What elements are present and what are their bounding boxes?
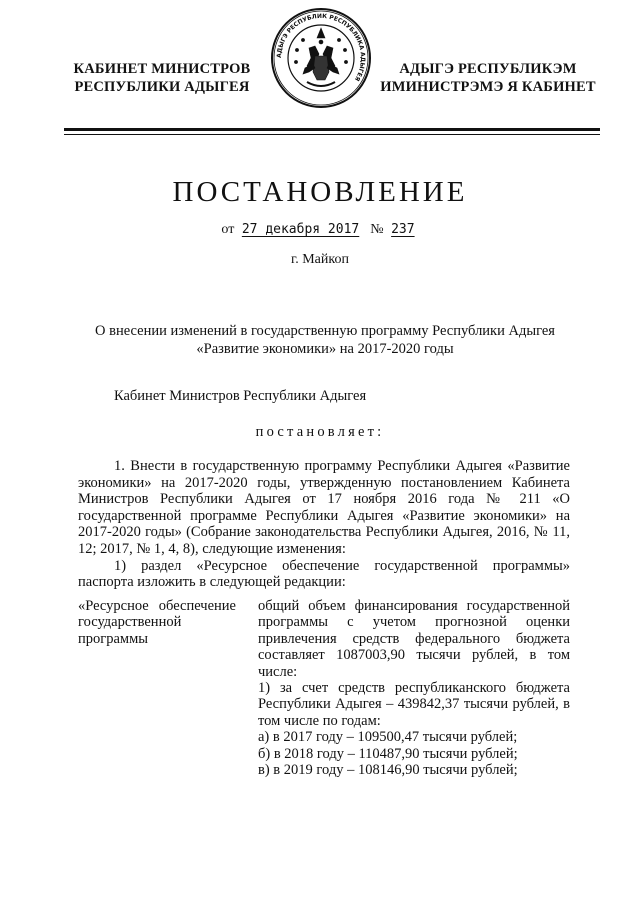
header-left-line2: РЕСПУБЛИКИ АДЫГЕЯ: [74, 79, 250, 95]
table-right-cell: [258, 598, 570, 778]
issuing-body: Кабинет Министров Республики Адыгея: [114, 388, 367, 404]
document-subject: [60, 322, 590, 358]
header-right-line2: ИМИНИСТРЭМЭ Я КАБИНЕТ: [380, 79, 596, 95]
decrees-word: постановляет:: [255, 424, 385, 440]
table-left-cell: «Ресурсное обеспечение государственной программы: [78, 598, 236, 647]
document-date-number: [0, 222, 640, 238]
header-divider-thick: [64, 128, 600, 131]
city-name: г. Майкоп: [291, 252, 349, 267]
document-title: ПОСТАНОВЛЕНИЕ: [172, 176, 468, 208]
ministry-header-russian: [62, 60, 262, 96]
document-number: 237: [391, 222, 415, 237]
emblem-ring-text: АДЫГЭ РЕСПУБЛИК РЕСПУБЛИКА АДЫГЕЯ: [275, 12, 367, 83]
subject-line2: «Развитие экономики» на 2017-2020 годы: [196, 341, 454, 357]
document-date: 27 декабря 2017: [241, 222, 360, 237]
subject-line1: О внесении изменений в государственную программу Республики Адыгея: [95, 323, 555, 339]
header-divider-thin: [64, 134, 600, 135]
document-body: [78, 458, 570, 591]
number-label: №: [370, 222, 384, 237]
republic-coat-of-arms-emblem: [269, 6, 373, 110]
funding-2018: б) в 2018 году – 110487,90 тысячи рублей;: [258, 745, 518, 762]
funding-2019: в) в 2019 году – 108146,90 тысячи рублей;: [258, 762, 518, 779]
header-left-line1: КАБИНЕТ МИНИСТРОВ: [73, 61, 251, 77]
funding-2017: а) в 2017 году – 109500,47 тысячи рублей;: [258, 729, 518, 746]
paragraph-2: 1) раздел «Ресурсное обеспечение государственной программы» паспорта изложить в следующей редакции:: [78, 557, 570, 591]
from-label: от: [221, 222, 235, 237]
header-right-line1: АДЫГЭ РЕСПУБЛИКЭМ: [399, 61, 577, 77]
paragraph-1: 1. Внести в государственную программу Республики Адыгея «Развитие экономики» на 2017-2020 годы, утвержденную постановлением Кабинета Министров Республики Адыгея от 17 ноября 2016 года № 211 «О государственной программе Республики Адыгея «Развитие экономики» на 2017-2020 годы» (Собрание законодательства Республики Адыгея, 2016, № 11, 12; 2017, № 1, 4, 8), следующие изменения:: [78, 458, 570, 557]
ministry-header-adyghe: [378, 60, 598, 96]
funding-republic-budget: 1) за счет средств республиканского бюджета Республики Адыгея – 439842,37 тысячи рублей, в том числе по годам:: [258, 680, 570, 729]
funding-total: общий объем финансирования государственной программы с учетом прогнозной оценки привлечения средств федерального бюджета составляет 1087003,90 тысячи рублей, в том числе:: [258, 598, 570, 680]
